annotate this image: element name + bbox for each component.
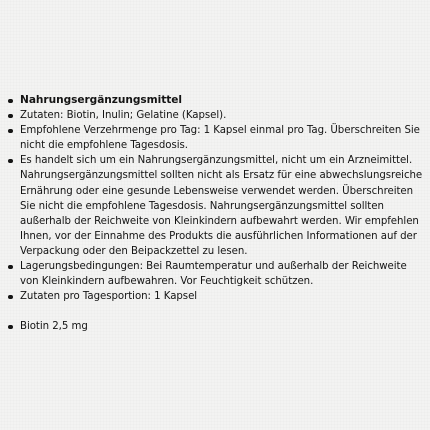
list-item-notice: Es handelt sich um ein Nahrungsergänzungsmittel, nicht um ein Arzneimittel. Nahrungsergänzungsmittel sollten nicht als Ersatz für eine abwechslungsreiche Ernährung oder eine gesunde Lebensweise verwendet werden. Überschreiten Sie nicht die empfohlene Tagesdosis. Nahrungsergänzungsmittel sollten außerhalb der Reichweite von Kleinkindern aufbewahrt werden. Wir empfehlen Ihnen, vor der Einnahme des Produkts die ausführlichen Informationen auf der Verpackung oder den Beipackzettel zu lesen. — [6, 153, 424, 259]
product-info-sheet — [6, 93, 424, 334]
info-list — [6, 93, 424, 334]
list-item-biotin: Biotin 2,5 mg — [6, 319, 424, 334]
list-item-heading: Nahrungsergänzungsmittel — [6, 93, 424, 108]
list-item-ingredients: Zutaten: Biotin, Inulin; Gelatine (Kapsel). — [6, 108, 424, 123]
list-item-storage: Lagerungsbedingungen: Bei Raumtemperatur und außerhalb der Reichweite von Kleinkindern aufbewahren. Vor Feuchtigkeit schützen. — [6, 259, 424, 289]
list-item-dosage: Empfohlene Verzehrmenge pro Tag: 1 Kapsel einmal pro Tag. Überschreiten Sie nicht die empfohlene Tagesdosis. — [6, 123, 424, 153]
list-item-per-serving: Zutaten pro Tagesportion: 1 Kapsel — [6, 289, 424, 304]
